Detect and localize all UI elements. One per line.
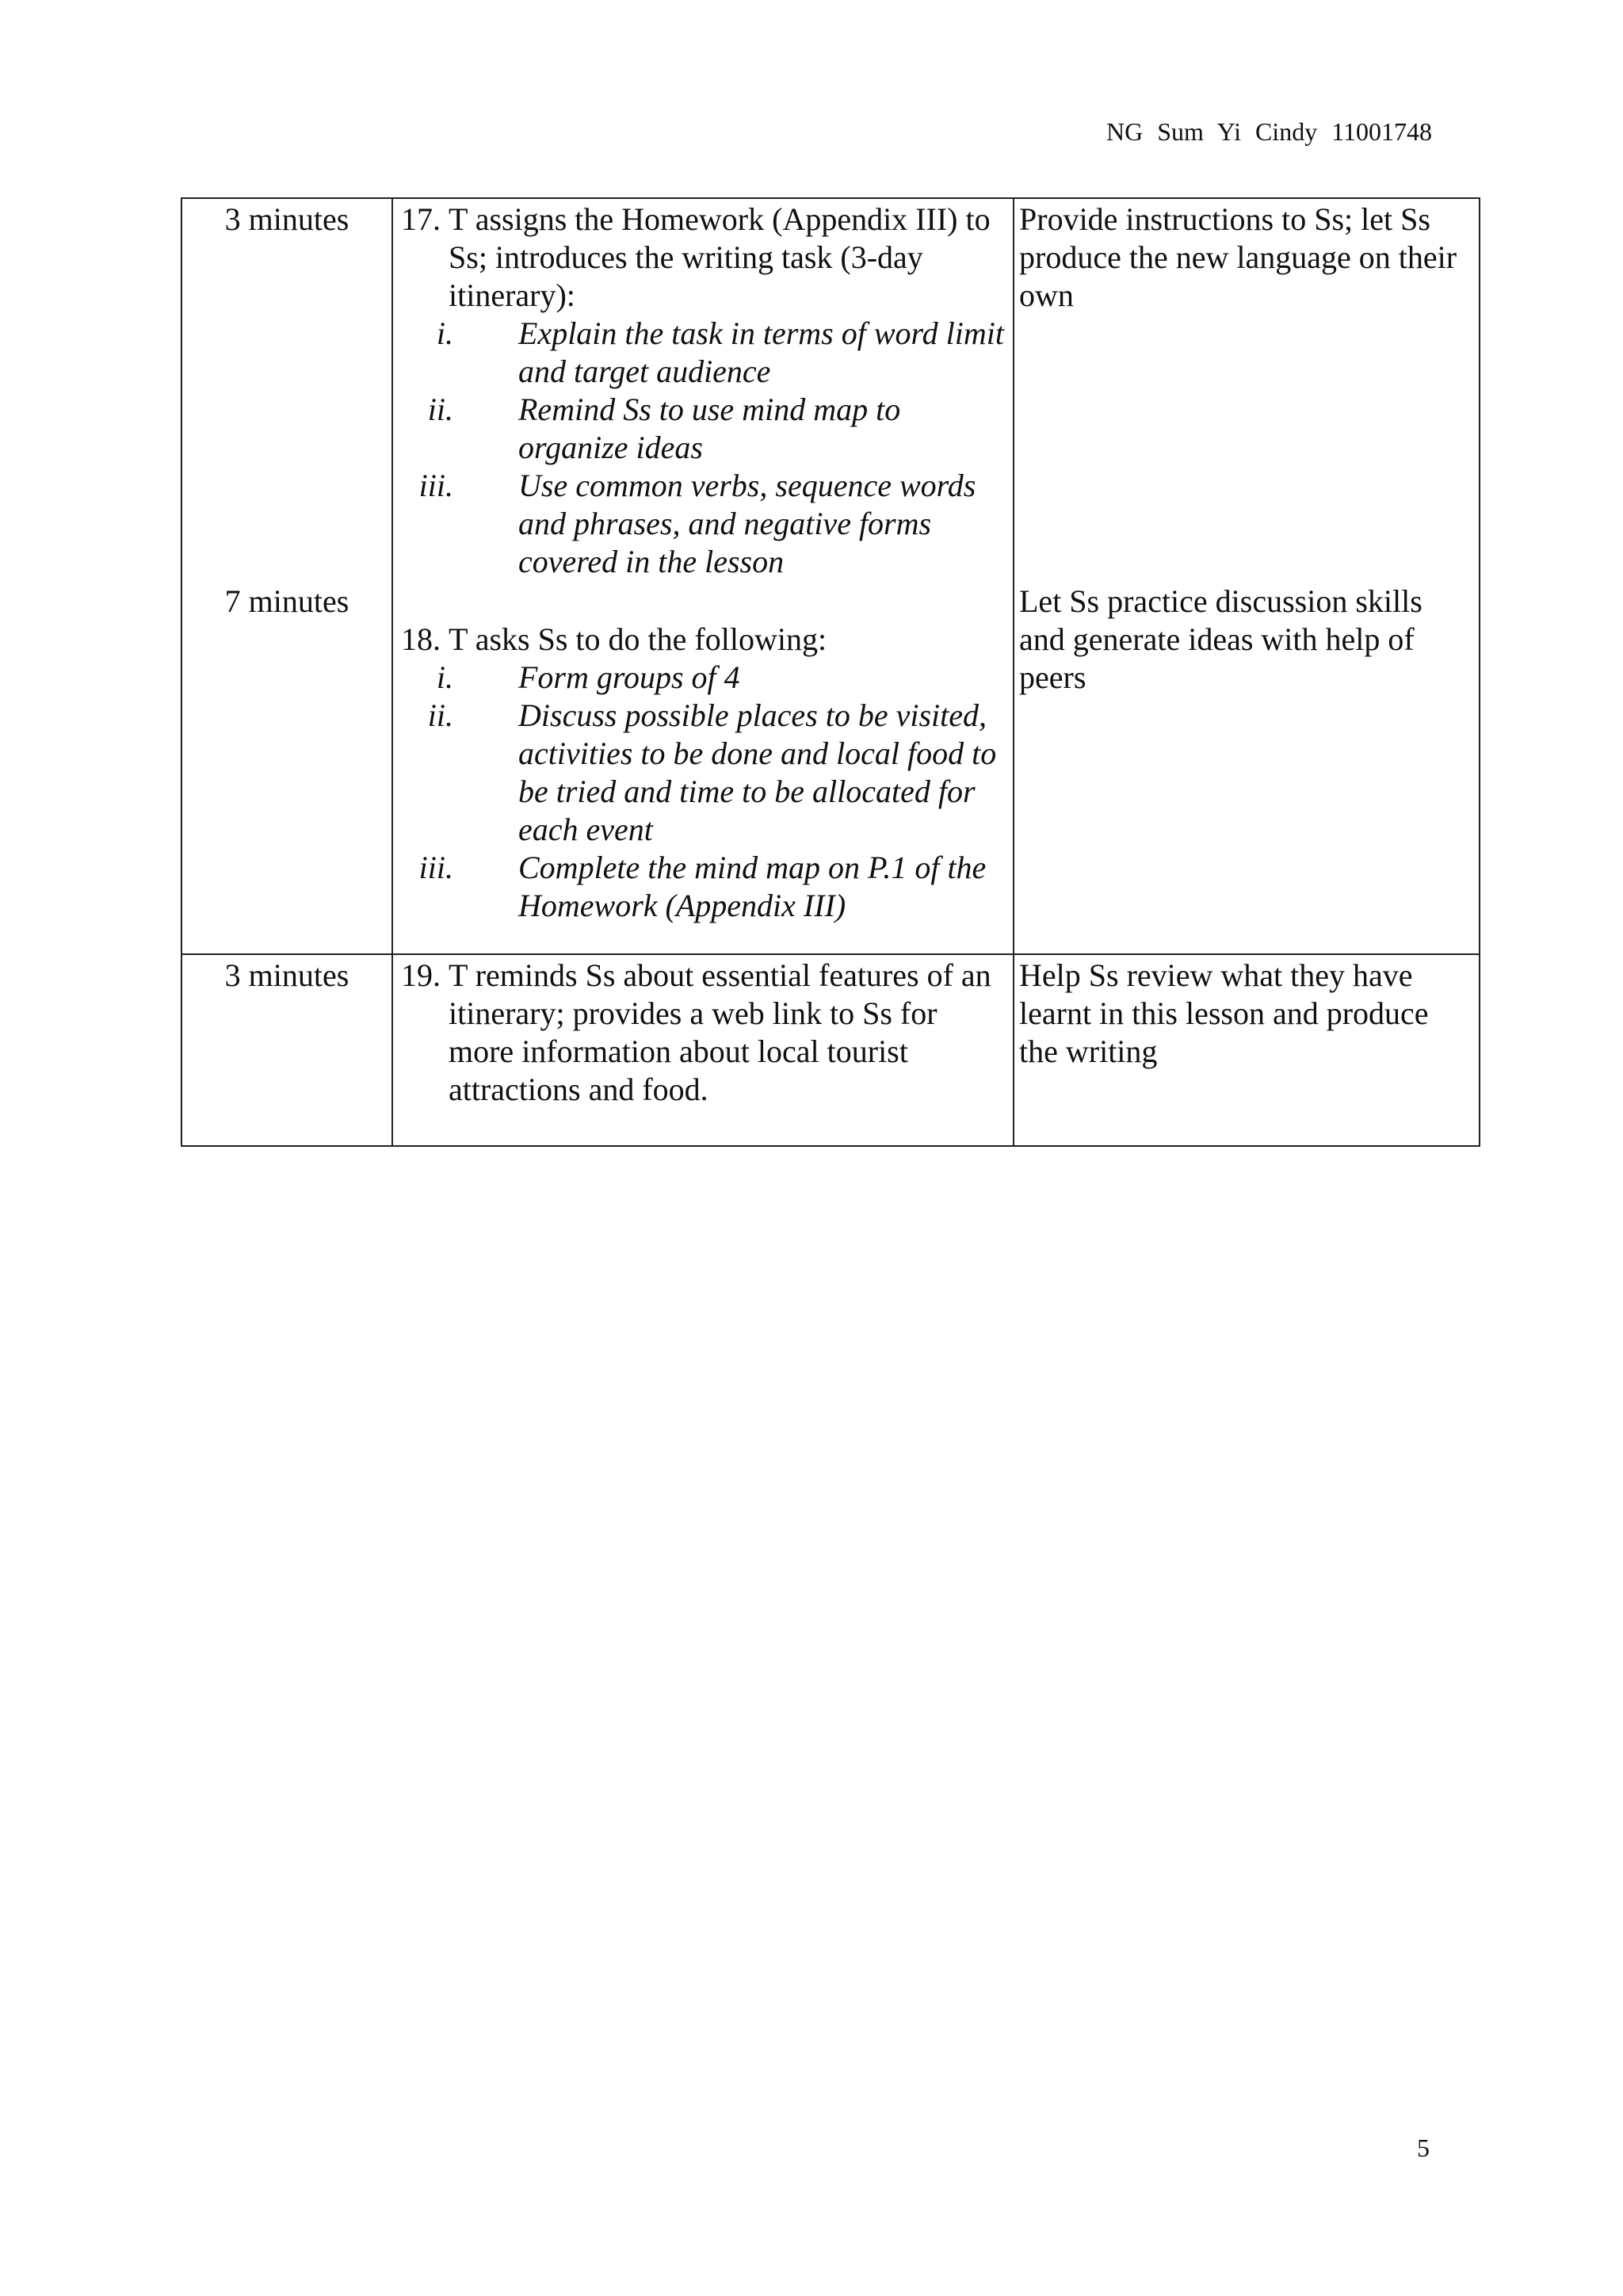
time-label: 3 minutes	[224, 957, 349, 993]
substep	[393, 659, 1013, 697]
author-header: NG Sum Yi Cindy 11001748	[1106, 117, 1432, 146]
table-row	[181, 954, 1480, 1146]
substep-number: ii.	[427, 392, 453, 427]
substep	[393, 849, 1013, 925]
time-cell	[181, 954, 392, 1146]
step-text: T reminds Ss about essential features of an itinerary; provides a web link to Ss for more information about local tourist attractions and food.	[449, 957, 991, 1107]
procedure-cell	[392, 198, 1014, 954]
substep-text: Remind Ss to use mind map to organize ideas	[518, 392, 901, 465]
table-row	[181, 198, 1480, 954]
procedure-step	[393, 199, 1013, 315]
lesson-plan-table	[181, 197, 1480, 1147]
step-text: T asks Ss to do the following:	[449, 621, 827, 657]
substep-text: Discuss possible places to be visited, activities to be done and local food to be tried and time to be allocated for each event	[518, 697, 997, 847]
step-number: 17.	[401, 201, 441, 237]
substep	[393, 391, 1013, 467]
step-text: T assigns the Homework (Appendix III) to Ss; introduces the writing task (3-day itinerary):	[449, 201, 991, 313]
time-label: 7 minutes	[224, 583, 349, 619]
purpose-text: Provide instructions to Ss; let Ss produce the new language on their own	[1019, 201, 1457, 313]
procedure-step	[393, 619, 1013, 659]
page-number: 5	[1417, 2134, 1430, 2162]
substep	[393, 697, 1013, 849]
substep-number: ii.	[427, 697, 453, 733]
substep-text: Complete the mind map on P.1 of the Homework (Appendix III)	[518, 850, 987, 923]
substep-text: Form groups of 4	[518, 659, 740, 695]
procedure-cell	[392, 954, 1014, 1146]
step-number: 18.	[401, 621, 441, 657]
step-number: 19.	[401, 957, 441, 993]
purpose-text: Help Ss review what they have learnt in this lesson and produce the writing	[1019, 957, 1429, 1069]
purpose-cell	[1014, 198, 1480, 954]
procedure-step	[393, 955, 1013, 1109]
substep-number: i.	[436, 659, 453, 695]
purpose-text: Let Ss practice discussion skills and generate ideas with help of peers	[1019, 583, 1423, 695]
substep-number: i.	[436, 315, 453, 351]
substep-number: iii.	[418, 468, 453, 503]
time-label: 3 minutes	[224, 201, 349, 237]
time-cell	[181, 198, 392, 954]
substep	[393, 315, 1013, 391]
substep-number: iii.	[418, 850, 453, 885]
substep-text: Use common verbs, sequence words and phrases, and negative forms covered in the lesson	[518, 468, 976, 579]
purpose-cell	[1014, 954, 1480, 1146]
substep-text: Explain the task in terms of word limit and target audience	[518, 315, 1004, 389]
substep	[393, 467, 1013, 581]
